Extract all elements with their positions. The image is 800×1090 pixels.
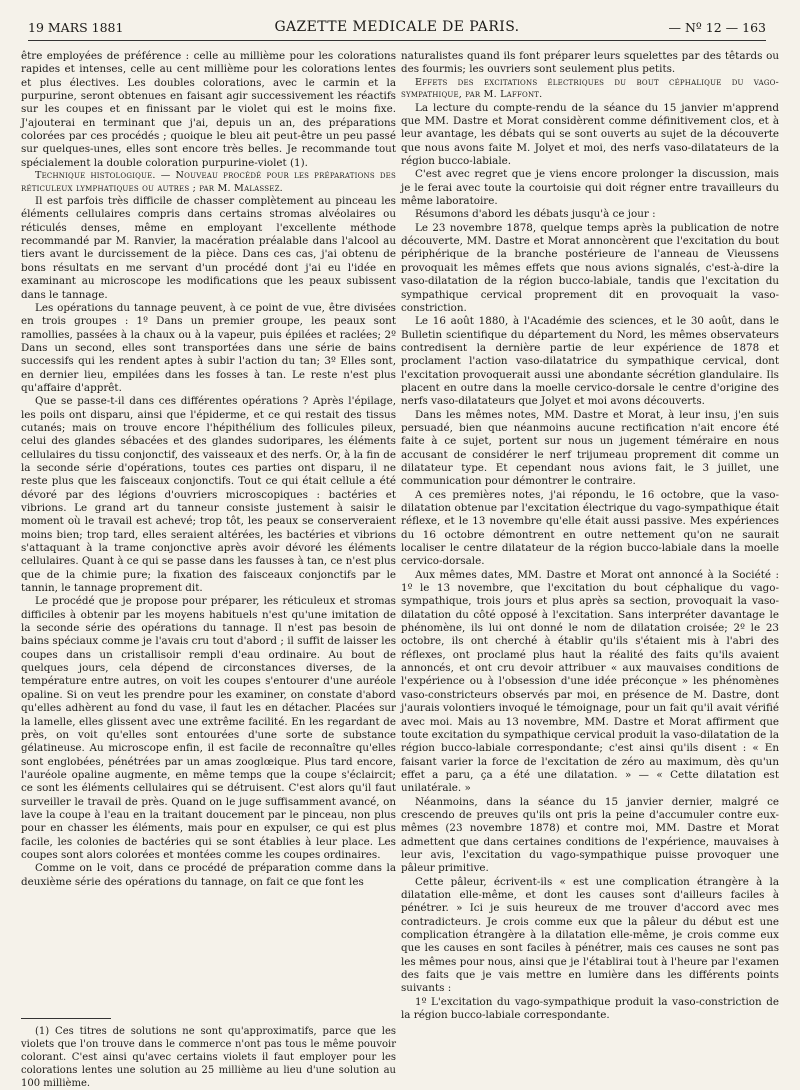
footnote-text: (1) Ces titres de solutions ne sont qu'approximatifs, parce que les violets que l'on trouve dans le commerce n'ont pas tous le même pouvoir colorant. C'est ainsi qu'avec certains violets il faut employer pour les colorations lentes une solution au 25 millième au lieu d'une solution au 100 millième. [21,1026,396,1089]
right-paragraph: Dans les mêmes notes, MM. Dastre et Morat, à leur insu, j'en suis persuadé, bien que néanmoins aucune rectification n'ait encore été faite à ce sujet, portent sur nous un jugement téméraire en nous accusant de considérer le nerf trijumeau proprement dit comme un dilatateur type. Et cependant nous avions fait, le 3 juillet, une communication pour démontrer le contraire. [401,408,779,488]
issue-date: 19 MARS 1881 [28,20,124,35]
left-paragraph: Les opérations du tannage peuvent, à ce point de vue, être divisées en trois groupes : 1º Dans un premier groupe, les peaux sont ramollies, passées à la chaux ou à la vapeur, puis épilées et raclées; 2º Dans un second, elles sont transportées dans une série de bains successifs qui les rendent aptes à subir l'action du tan; 3º Elles sont, en dernier lieu, empilées dans les fosses à tan. Le reste n'est plus qu'affaire d'apprêt. [21,301,396,394]
right-paragraph: Le 16 août 1880, à l'Académie des sciences, et le 30 août, dans le Bulletin scientifique du département du Nord, les mêmes observateurs contredisent la dernière partie de leur expérience de 1878 et proclament l'action vaso-dilatatrice du sympathique cervical, dont l'excitation provoquerait aussi une abondante sécrétion glandulaire. Ils placent en outre dans la moelle cervico-dorsale le centre d'origine des nerfs vaso-dilatateurs que Jolyet et moi avons découverts. [401,315,779,408]
section-title-laffont: Effets des excitations électriques du bout céphalique du vago-sympathique, par M. Laffont. [401,76,779,101]
right-paragraph: 1º L'excitation du vago-sympathique produit la vaso-constriction de la région bucco-labiale correspondante. [401,995,779,1022]
page-header [28,18,766,41]
footnote [21,1010,396,1090]
left-intro-paragraph: être employées de préférence : celle au millième pour les colorations rapides et intenses, celle au cent millième pour les colorations lentes et plus électives. Les doubles colorations, avec le carmin et la purpurine, seront obtenues en faisant agir successivement les réactifs sur les coupes et en finissant par le violet qui est le moins fixe. J'ajouterai en terminant que j'ai, depuis un an, des préparations colorées par ces procédés ; quoique le bleu ait peut-être un peu passé sur quelques-unes, elles sont encore très belles. Je recommande tout spécialement la double coloration purpurine-violet (1). [21,50,396,169]
right-column [401,50,779,1022]
left-column [21,50,396,889]
right-paragraph: La lecture du compte-rendu de la séance du 15 janvier m'apprend que MM. Dastre et Morat considèrent comme définitivement clos, et à leur avantage, les débats qui se sont ouverts au sujet de la découverte que nous avons faite M. Jolyet et moi, des nerfs vaso-dilatateurs de la région bucco-labiale. [401,101,779,168]
left-paragraph: Que se passe-t-il dans ces différentes opérations ? Après l'épilage, les poils ont disparu, ainsi que l'épiderme, et ce qui restait des tissus cutanés; mais on trouve encore l'hépithélium des follicules pileux, celui des glandes sébacées et des glandes sudoripares, les éléments cellulaires du tissu conjonctif, des vaisseaux et des nerfs. Or, à la fin de la seconde série d'opérations, toutes ces parties ont disparu, il ne reste plus que les faisceaux conjonctifs. Tout ce qui était cellule a été dévoré par des légions d'ouvriers microscopiques : bactéries et vibrions. Le grand art du tanneur consiste justement à saisir le moment où le travail est achevé; trop tôt, les peaux se conserveraient moins bien; trop tard, elles seraient altérées, les bactéries et vibrions s'attaquant à la trame conjonctive après avoir dévoré les éléments cellulaires. Quant à ce qui se passe dans les fausses à tan, ce n'est plus que de la chimie pure; la fixation des faisceaux conjonctifs par le tannin, le tannage proprement dit. [21,395,396,595]
left-paragraph: Le procédé que je propose pour préparer, les réticuleux et stromas difficiles à obtenir par les moyens habituels n'est qu'une imitation de la seconde série des opérations du tannage. Il n'est pas besoin de bains spéciaux comme je l'avais cru tout d'abord ; il suffit de laisser les coupes dans un cristallisoir rempli d'eau ordinaire. Au bout de quelques jours, cela dépend de circonstances diverses, de la température entre autres, on voit les coupes s'entourer d'une auréole opaline. Si on veut les prendre pour les examiner, on constate d'abord qu'elles adhèrent au fond du vase, il faut les en détacher. Placées sur la lamelle, elles glissent avec une extrême facilité. En les regardant de près, on voit qu'elles sont entourées d'une sorte de substance gélatineuse. Au microscope enfin, il est facile de reconnaître qu'elles sont englobées, pénétrées par un amas zooglœique. Plus tard encore, l'auréole opaline augmente, en même temps que la coupe s'éclaircit; ce sont les éléments cellulaires qui se détruisent. C'est alors qu'il faut surveiller le travail de près. Quand on le juge suffisamment avancé, on lave la coupe à l'eau en la traitant doucement par le pinceau, non plus pour en chasser les éléments, mais pour en expulser, ce qui est plus facile, les colonies de bactéries qui se sont établies à leur place. Les coupes sont alors colorées et montées comme les coupes ordinaires. [21,595,396,861]
right-paragraph: Le 23 novembre 1878, quelque temps après la publication de notre découverte, MM. Dastre et Morat annoncèrent que l'excitation du bout périphérique de la branche postérieure de l'anneau de Vieussens provoquait les mêmes effets que nous avions signalés, c'est-à-dire la vaso-dilatation de la région bucco-labiale, tandis que l'excitation du sympathique cervical proprement dit en provoquait la vaso-constriction. [401,221,779,314]
right-intro-paragraph: naturalistes quand ils font préparer leurs squelettes par des têtards ou des fourmis; les ouvriers sont seulement plus petits. [401,50,779,76]
right-paragraph: Résumons d'abord les débats jusqu'à ce jour : [415,208,656,221]
left-paragraph: Comme on le voit, dans ce procédé de préparation comme dans la deuxième série des opérations du tannage, on fait ce que font les [21,862,396,888]
left-paragraph: Il est parfois très difficile de chasser complètement au pinceau les éléments cellulaires compris dans certains stromas alvéolaires ou réticulés denses, même en employant l'excellente méthode recommandé par M. Ranvier, la macération préalable dans l'alcool au tiers avant le durcissement de la pièce. Dans ces cas, j'ai obtenu de bons résultats en me servant d'un procédé dont j'ai eu l'idée en examinant au microscope les modifications que les peaux subissent dans le tannage. [21,195,396,301]
footnote-rule [21,1018,111,1019]
journal-title: GAZETTE MEDICALE DE PARIS. [274,19,520,35]
right-paragraph: Aux mêmes dates, MM. Dastre et Morat ont annoncé à la Société : 1º le 13 novembre, que l'excitation du bout céphalique du vago-sympathique, trois jours et plus après sa section, provoquait la vaso-dilatation du côté opposé à l'excitation. Sans interpréter davantage le phénomène, ils lui ont donné le nom de dilatation croisée; 2º le 23 octobre, ils ont cherché à établir qu'ils s'étaient mis à l'abri des réflexes, ont proclamé plus haut la réalité des faits qu'ils avaient annoncés, et ont cru devoir attribuer « aux mauvaises conditions de l'expérience ou à l'obsession d'une idée préconçue » les phénomènes vaso-constricteurs observés par moi, en présence de M. Dastre, dont j'aurais volontiers invoqué le témoignage, pour un fait qu'il avait vérifié avec moi. Mais au 13 novembre, MM. Dastre et Morat affirment que toute excitation du sympathique cervical produit la vaso-dilatation de la région bucco-labiale correspondante; c'est ainsi qu'ils disent : « En faisant varier la force de l'excitation de zéro au maximum, dès qu'un effet a paru, ça a été une dilatation. » — « Cette dilatation est unilatérale. » [401,568,779,795]
issue-page-number: — Nº 12 — 163 [668,20,766,35]
right-paragraph: A ces premières notes, j'ai répondu, le 16 octobre, que la vaso-dilatation obtenue par l'excitation électrique du vago-sympathique était réflexe, et le 13 novembre qu'elle était aussi passive. Mes expériences du 16 octobre démontrent en outre nettement qu'on ne saurait localiser le centre dilatateur de la région bucco-labiale dans la moelle cervico-dorsale. [401,488,779,568]
right-paragraph: Néanmoins, dans la séance du 15 janvier dernier, malgré ce crescendo de preuves qu'ils ont pris la peine d'accumuler contre eux-mêmes (23 novembre 1878) et contre moi, MM. Dastre et Morat admettent que dans certaines conditions de l'expérience, mauvaises à leur avis, l'excitation du vago-sympathique puisse provoquer une pâleur primitive. [401,795,779,875]
right-paragraph: C'est avec regret que je viens encore prolonger la discussion, mais je le ferai avec toute la courtoisie qui doit régner entre travailleurs du même laboratoire. [401,168,779,208]
right-paragraph: Cette pâleur, écrivent-ils « est une complication étrangère à la dilatation elle-même, et dont les causes sont d'ailleurs faciles à pénétrer. » Ici je suis heureux de me trouver d'accord avec mes contradicteurs. Je crois comme eux que la pâleur du début est une complication étrangère à la dilatation elle-même, je crois comme eux que les causes en sont faciles à pénétrer, mais ces causes ne sont pas les mêmes pour nous, ainsi que je l'établirai tout à l'heure par l'examen des faits que je vais mettre en lumière dans les différents points suivants : [401,875,779,995]
section-title-malassez: Technique histologique. — Nouveau procédé pour les préparations des réticuleux lymphatiques ou autres ; par M. Malassez. [21,170,396,194]
